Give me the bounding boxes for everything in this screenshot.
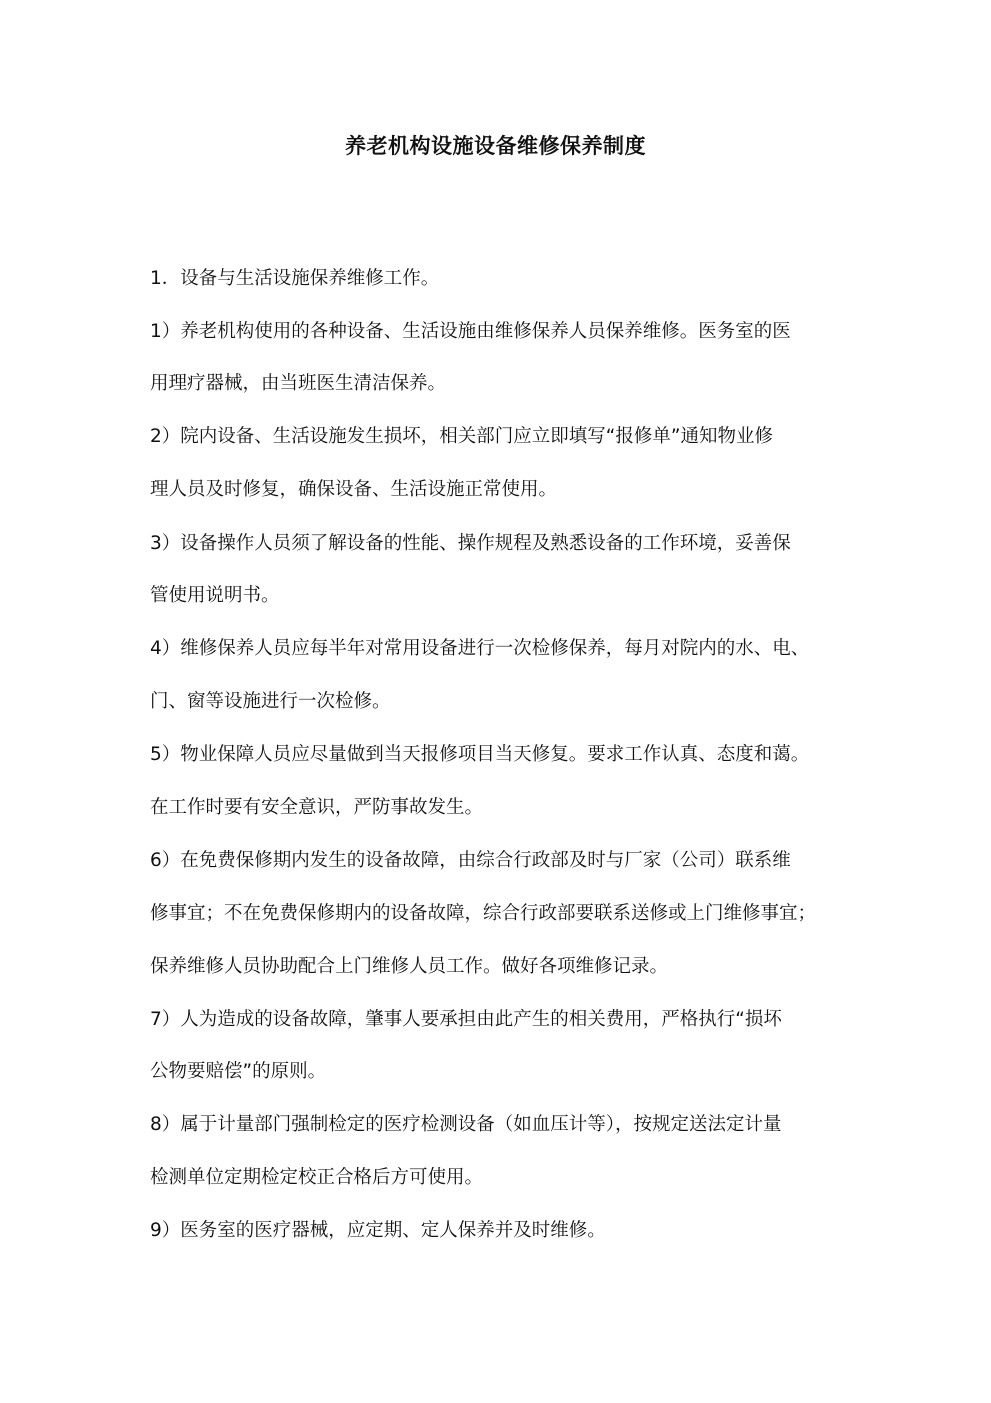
- item-8-line-2: 检测单位定期检定校正合格后方可使用。: [150, 1167, 484, 1188]
- item-7-line-1: 7）人为造成的设备故障，肇事人要承担由此产生的相关费用，严格执行“损坏: [150, 1009, 782, 1030]
- item-5-line-2: 在工作时要有安全意识，严防事故发生。: [150, 797, 484, 818]
- item-5-line-1: 5）物业保障人员应尽量做到当天报修项目当天修复。要求工作认真、态度和蔼。: [150, 744, 810, 765]
- item-1-line-2: 用理疗器械，由当班医生清洁保养。: [150, 373, 447, 394]
- section-heading-1: 1．设备与生活设施保养维修工作。: [150, 268, 440, 289]
- item-7-line-2: 公物要赔偿”的原则。: [150, 1061, 327, 1082]
- item-3-line-2: 管使用说明书。: [150, 585, 280, 606]
- item-2-line-1: 2）院内设备、生活设施发生损坏，相关部门应立即填写“报修单”通知物业修: [150, 426, 773, 447]
- item-6-line-2: 修事宜；不在免费保修期内的设备故障，综合行政部要联系送修或上门维修事宜；: [150, 903, 817, 924]
- item-4-line-2: 门、窗等设施进行一次检修。: [150, 691, 391, 712]
- item-3-line-1: 3）设备操作人员须了解设备的性能、操作规程及熟悉设备的工作环境，妥善保: [150, 533, 791, 554]
- item-1-line-1: 1）养老机构使用的各种设备、生活设施由维修保养人员保养维修。医务室的医: [150, 321, 791, 342]
- item-6-line-1: 6）在免费保修期内发生的设备故障，由综合行政部及时与厂家（公司）联系维: [150, 850, 791, 871]
- item-2-line-2: 理人员及时修复，确保设备、生活设施正常使用。: [150, 479, 558, 500]
- document-title: 养老机构设施设备维修保养制度: [345, 134, 646, 158]
- item-9-line-1: 9）医务室的医疗器械，应定期、定人保养并及时维修。: [150, 1220, 606, 1241]
- item-8-line-1: 8）属于计量部门强制检定的医疗检测设备（如血压计等），按规定送法定计量: [150, 1114, 782, 1135]
- item-4-line-1: 4）维修保养人员应每半年对常用设备进行一次检修保养，每月对院内的水、电、: [150, 638, 810, 659]
- item-6-line-3: 保养维修人员协助配合上门维修人员工作。做好各项维修记录。: [150, 956, 669, 977]
